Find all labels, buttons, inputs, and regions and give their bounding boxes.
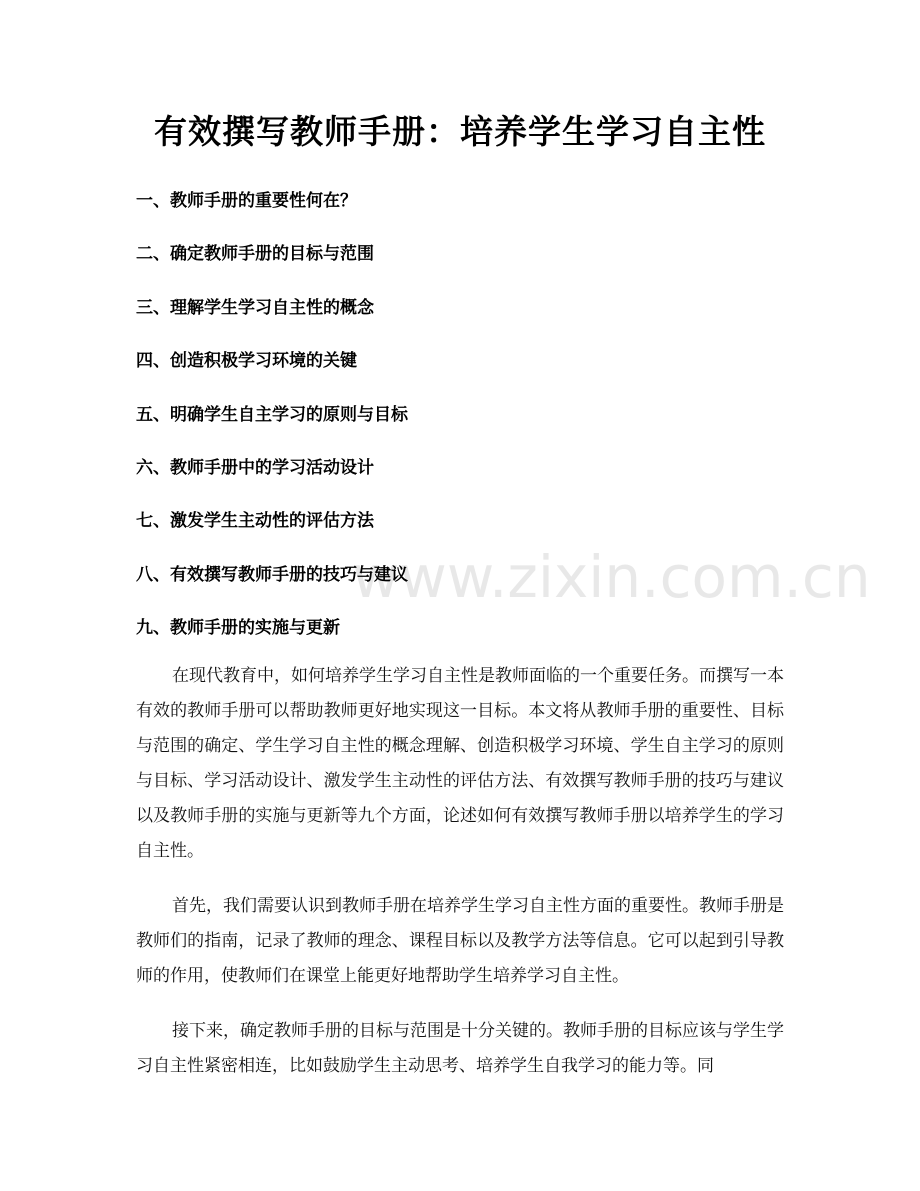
toc-item-2: 二、确定教师手册的目标与范围 <box>136 244 374 265</box>
document-title: 有效撰写教师手册：培养学生学习自主性 <box>154 112 766 151</box>
toc-item-6: 六、教师手册中的学习活动设计 <box>136 457 374 478</box>
body-text <box>136 659 784 1104</box>
paragraph-importance: 首先，我们需要认识到教师手册在培养学生学习自主性方面的重要性。教师手册是教师们的指南，记录了教师的理念、课程目标以及教学方法等信息。它可以起到引导教师的作用，使教师们在课堂上能更好地帮助学生培养学习自主性。 <box>136 896 784 986</box>
toc-item-7: 七、激发学生主动性的评估方法 <box>136 511 374 532</box>
paragraph-intro: 在现代教育中，如何培养学生学习自主性是教师面临的一个重要任务。而撰写一本有效的教师手册可以帮助教师更好地实现这一目标。本文将从教师手册的重要性、目标与范围的确定、学生学习自主性的概念理解、创造积极学习环境、学生自主学习的原则与目标、学习活动设计、激发学生主动性的评估方法、有效撰写教师手册的技巧与建议以及教师手册的实施与更新等九个方面，论述如何有效撰写教师手册以培养学生的学习自主性。 <box>136 666 784 861</box>
watermark: www.zixin.com.cn <box>352 543 871 611</box>
table-of-contents <box>136 184 796 665</box>
toc-item-3: 三、理解学生学习自主性的概念 <box>136 297 374 318</box>
toc-item-8: 八、有效撰写教师手册的技巧与建议 <box>136 564 408 585</box>
toc-item-4: 四、创造积极学习环境的关键 <box>136 351 357 372</box>
toc-item-1: 一、教师手册的重要性何在？ <box>136 191 357 211</box>
toc-item-5: 五、明确学生自主学习的原则与目标 <box>136 404 408 425</box>
paragraph-goals: 接下来，确定教师手册的目标与范围是十分关键的。教师手册的目标应该与学生学习自主性紧密相连，比如鼓励学生主动思考、培养学生自我学习的能力等。同 <box>136 1021 784 1076</box>
toc-item-9: 九、教师手册的实施与更新 <box>136 618 340 639</box>
